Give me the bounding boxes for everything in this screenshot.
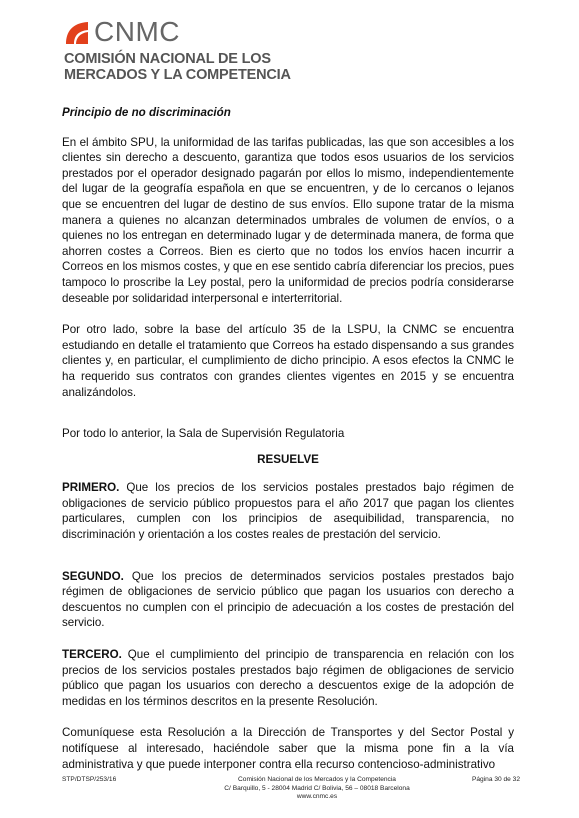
paragraph-discrimination: En el ámbito SPU, la uniformidad de las tarifas publicadas, las que son accesibles a los clientes sin derecho a descuento, garantiza que todos esos usuarios de los servicios prestados por el operador designado pagarán por ellos lo mismo, independientemente del lugar de la geografía española en que se encuentren, y de lo cercanos o lejanos que se encuentren del lugar de destino de sus envíos. Ello supone tratar de la misma manera a quienes no alcanzan determinados umbrales de volumen de envíos, o a quienes no los entregan en determinado lugar y de determinada manera, de forma que ahorren costes a Correos. Bien es cierto que no todos los envíos hacen incurrir a Correos en los mismos costes, y que en ese sentido cabría diferenciar los precios, pues tampoco lo proscribe la Ley postal, pero la uniformidad de precios podría considerarse deseable por solidaridad interpersonal e interterritorial. [62, 135, 514, 305]
footer-reference: STP/DTSP/253/16 [62, 776, 117, 783]
logo-subtitle-line1: COMISIÓN NACIONAL DE LOS [64, 51, 271, 67]
footer-website: www.cnmc.es [296, 793, 338, 801]
paragraph-sala: Por todo lo anterior, la Sala de Supervisión Regulatoria [62, 427, 345, 441]
cnmc-logo-icon [64, 20, 90, 46]
tercero-label: TERCERO. [62, 648, 122, 662]
footer-address-block [212, 776, 422, 802]
primero-text: Que los precios de los servicios postales prestados bajo régimen de obligaciones de servicio público propuestos para el año 2017 que pagan los clientes particulares, cumplen con los principios de asequibilidad, transparencia, no discriminación y orientación a los costes reales de prestación del servicio. [62, 481, 514, 542]
segundo-text: Que los precios de determinados servicios postales prestados bajo régimen de obligaciones de servicio público que pagan los usuarios con derecho a descuentos no cumplen con el principio de adecuación a los costes de prestación del servicio. [62, 569, 514, 630]
tercero-text: Que el cumplimiento del principio de transparencia en relación con los precios de los servicios postales prestados bajo régimen de obligaciones de servicio público que pagan los usuarios con derecho a descuentos exige de la adopción de medidas en los términos descritos en la presente Resolución. [62, 648, 514, 708]
document-body [62, 105, 514, 772]
logo-wordmark: CNMC [94, 16, 180, 47]
footer-address: C/ Barquillo, 5 - 28004 Madrid C/ Bolivia, 56 – 08018 Barcelona [224, 784, 410, 792]
resuelve-heading: RESUELVE [257, 452, 319, 466]
paragraph-closing: Comuníquese esta Resolución a la Dirección de Transportes y del Sector Postal y notifíquese al interesado, haciéndole saber que la misma pone fin a la vía administrativa y que puede interponer contra ella recurso contencioso-administrativo [62, 726, 514, 771]
logo-subtitle-line2: MERCADOS Y LA COMPETENCIA [64, 67, 291, 83]
resolution-segundo [62, 569, 514, 631]
cnmc-logo [62, 16, 291, 86]
footer-organization: Comisión Nacional de los Mercados y la Competencia [238, 776, 396, 783]
segundo-label: SEGUNDO. [62, 569, 124, 583]
footer-page-number: Página 30 de 32 [471, 776, 520, 783]
resolution-tercero [62, 647, 514, 709]
primero-label: PRIMERO. [62, 481, 120, 495]
paragraph-lspu: Por otro lado, sobre la base del artículo 35 de la LSPU, la CNMC se encuentra estudiando en detalle el tratamiento que Correos ha estado dispensando a sus grandes clientes y, en particular, el cumplimiento de dicho principio. A esos efectos la CNMC le ha requerido sus contratos con grandes clientes vigentes en 2015 y se encuentra analizándolos. [62, 323, 514, 399]
resolution-primero [62, 480, 514, 542]
section-heading: Principio de no discriminación [62, 106, 231, 119]
